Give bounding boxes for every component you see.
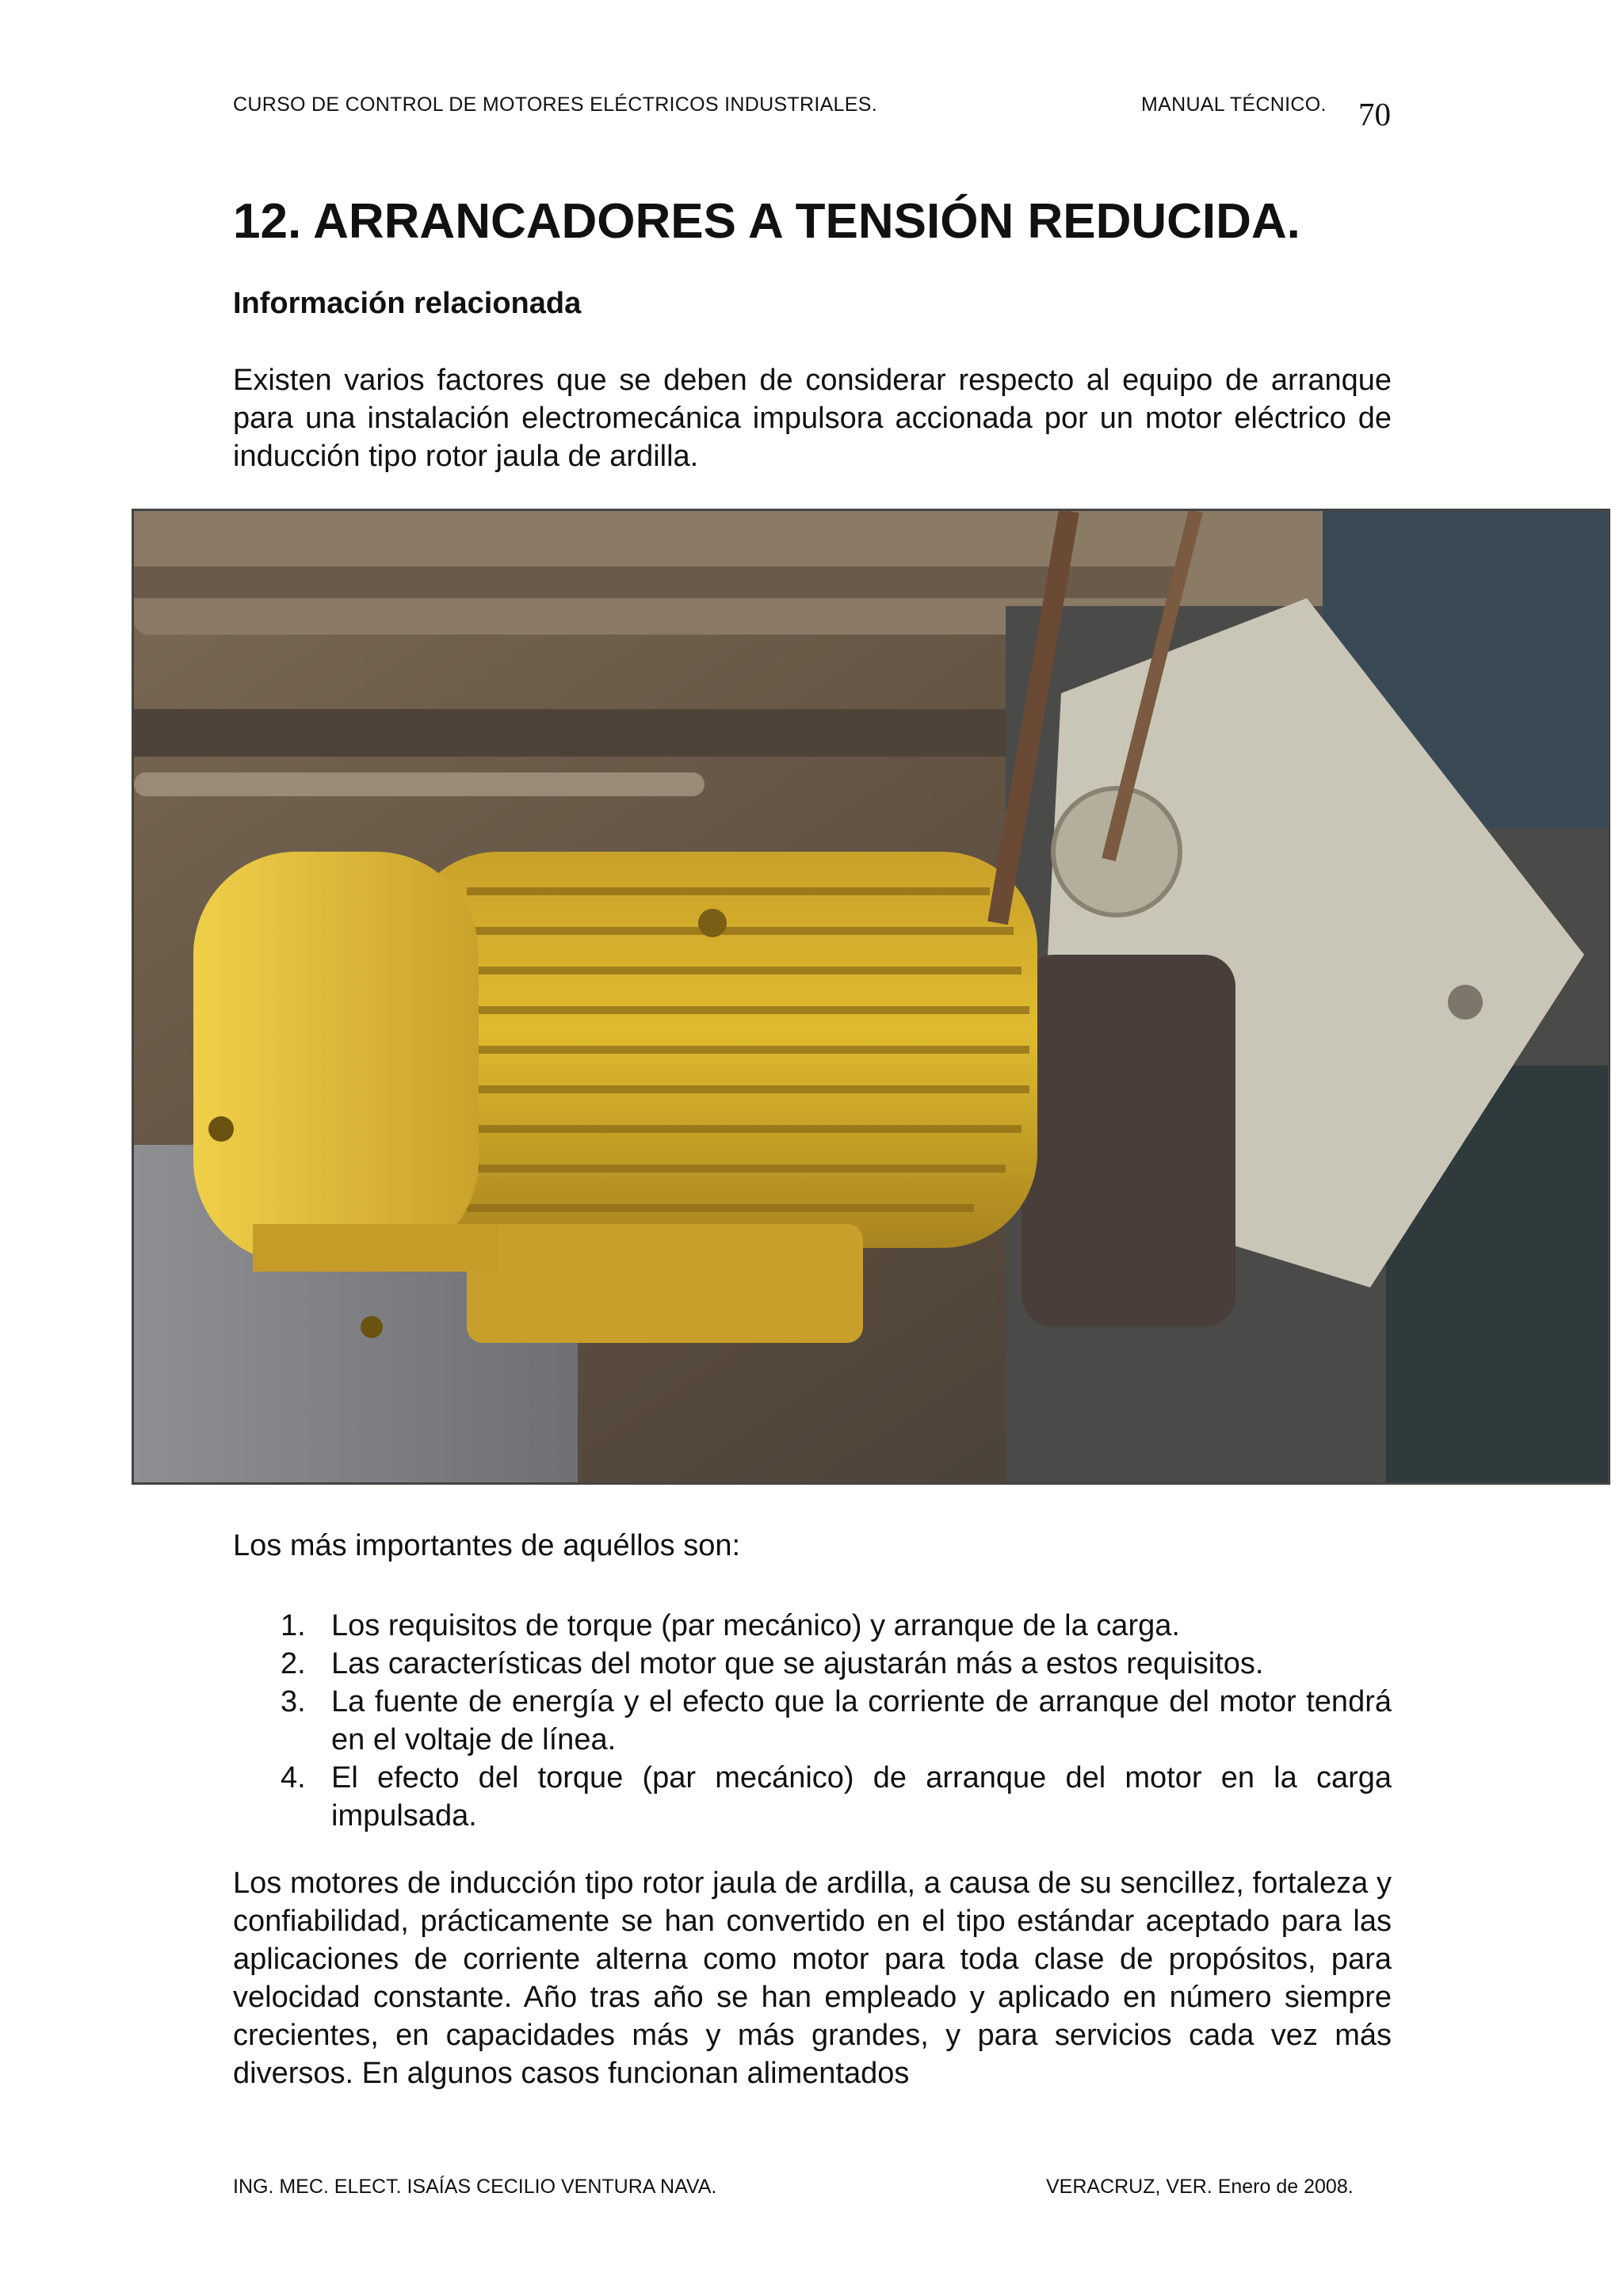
list-item-number: 1. xyxy=(281,1609,306,1642)
list-item xyxy=(233,1645,1392,1683)
list-item-text: La fuente de energía y el efecto que la corriente de arranque del motor tendrá en el voltaje de línea. xyxy=(331,1685,1392,1756)
list-item xyxy=(233,1759,1392,1835)
motor-base xyxy=(467,1224,863,1343)
list-lead: Los más importantes de aquéllos son: xyxy=(233,1529,741,1562)
list-item-text: Las características del motor que se ajustarán más a estos requisitos. xyxy=(331,1647,1264,1680)
section-title: 12. ARRANCADORES A TENSIÓN REDUCIDA. xyxy=(233,194,1300,249)
list-item-text: Los requisitos de torque (par mecánico) y arranque de la carga. xyxy=(331,1609,1180,1642)
motor-photo-illustration xyxy=(134,511,1608,1482)
list-item xyxy=(233,1683,1392,1759)
list-item-number: 2. xyxy=(281,1647,306,1680)
page-number: 70 xyxy=(1358,96,1391,132)
list-item-number: 3. xyxy=(281,1685,306,1718)
footer-place-date: VERACRUZ, VER. Enero de 2008. xyxy=(1046,2176,1354,2198)
closing-paragraph: Los motores de inducción tipo rotor jaula de ardilla, a causa de su sencillez, fortaleza y confiabilidad, prácticamente se han convertido en el tipo estándar aceptado para las aplicaciones de corriente alterna como motor para toda clase de propósitos, para velocidad constante. Año tras año se han empleado y aplicado en número siempre crecientes, en capacidades más y más grandes, y para servicios cada vez más diversos. En algunos casos funcionan alimentados xyxy=(233,1867,1392,2090)
motor-end-cap xyxy=(193,852,479,1264)
footer-author: ING. MEC. ELECT. ISAÍAS CECILIO VENTURA NAVA. xyxy=(233,2176,717,2198)
intro-paragraph: Existen varios factores que se deben de considerar respecto al equipo de arranque para una instalación electromecánica impulsora accionada por un motor eléctrico de inducción tipo rotor jaula de ardilla. xyxy=(233,364,1392,473)
section-subtitle: Información relacionada xyxy=(233,287,582,320)
list-item-number: 4. xyxy=(281,1761,306,1794)
list-item-text: El efecto del torque (par mecánico) de arranque del motor en la carga impulsada. xyxy=(331,1761,1392,1833)
motor-photo xyxy=(132,509,1610,1485)
header-course-title: CURSO DE CONTROL DE MOTORES ELÉCTRICOS INDUSTRIALES. xyxy=(233,93,877,116)
header-manual-label: MANUAL TÉCNICO. xyxy=(1141,93,1327,116)
factors-list xyxy=(233,1607,1392,1835)
list-item xyxy=(233,1607,1392,1645)
coupling-guard xyxy=(1022,955,1235,1327)
